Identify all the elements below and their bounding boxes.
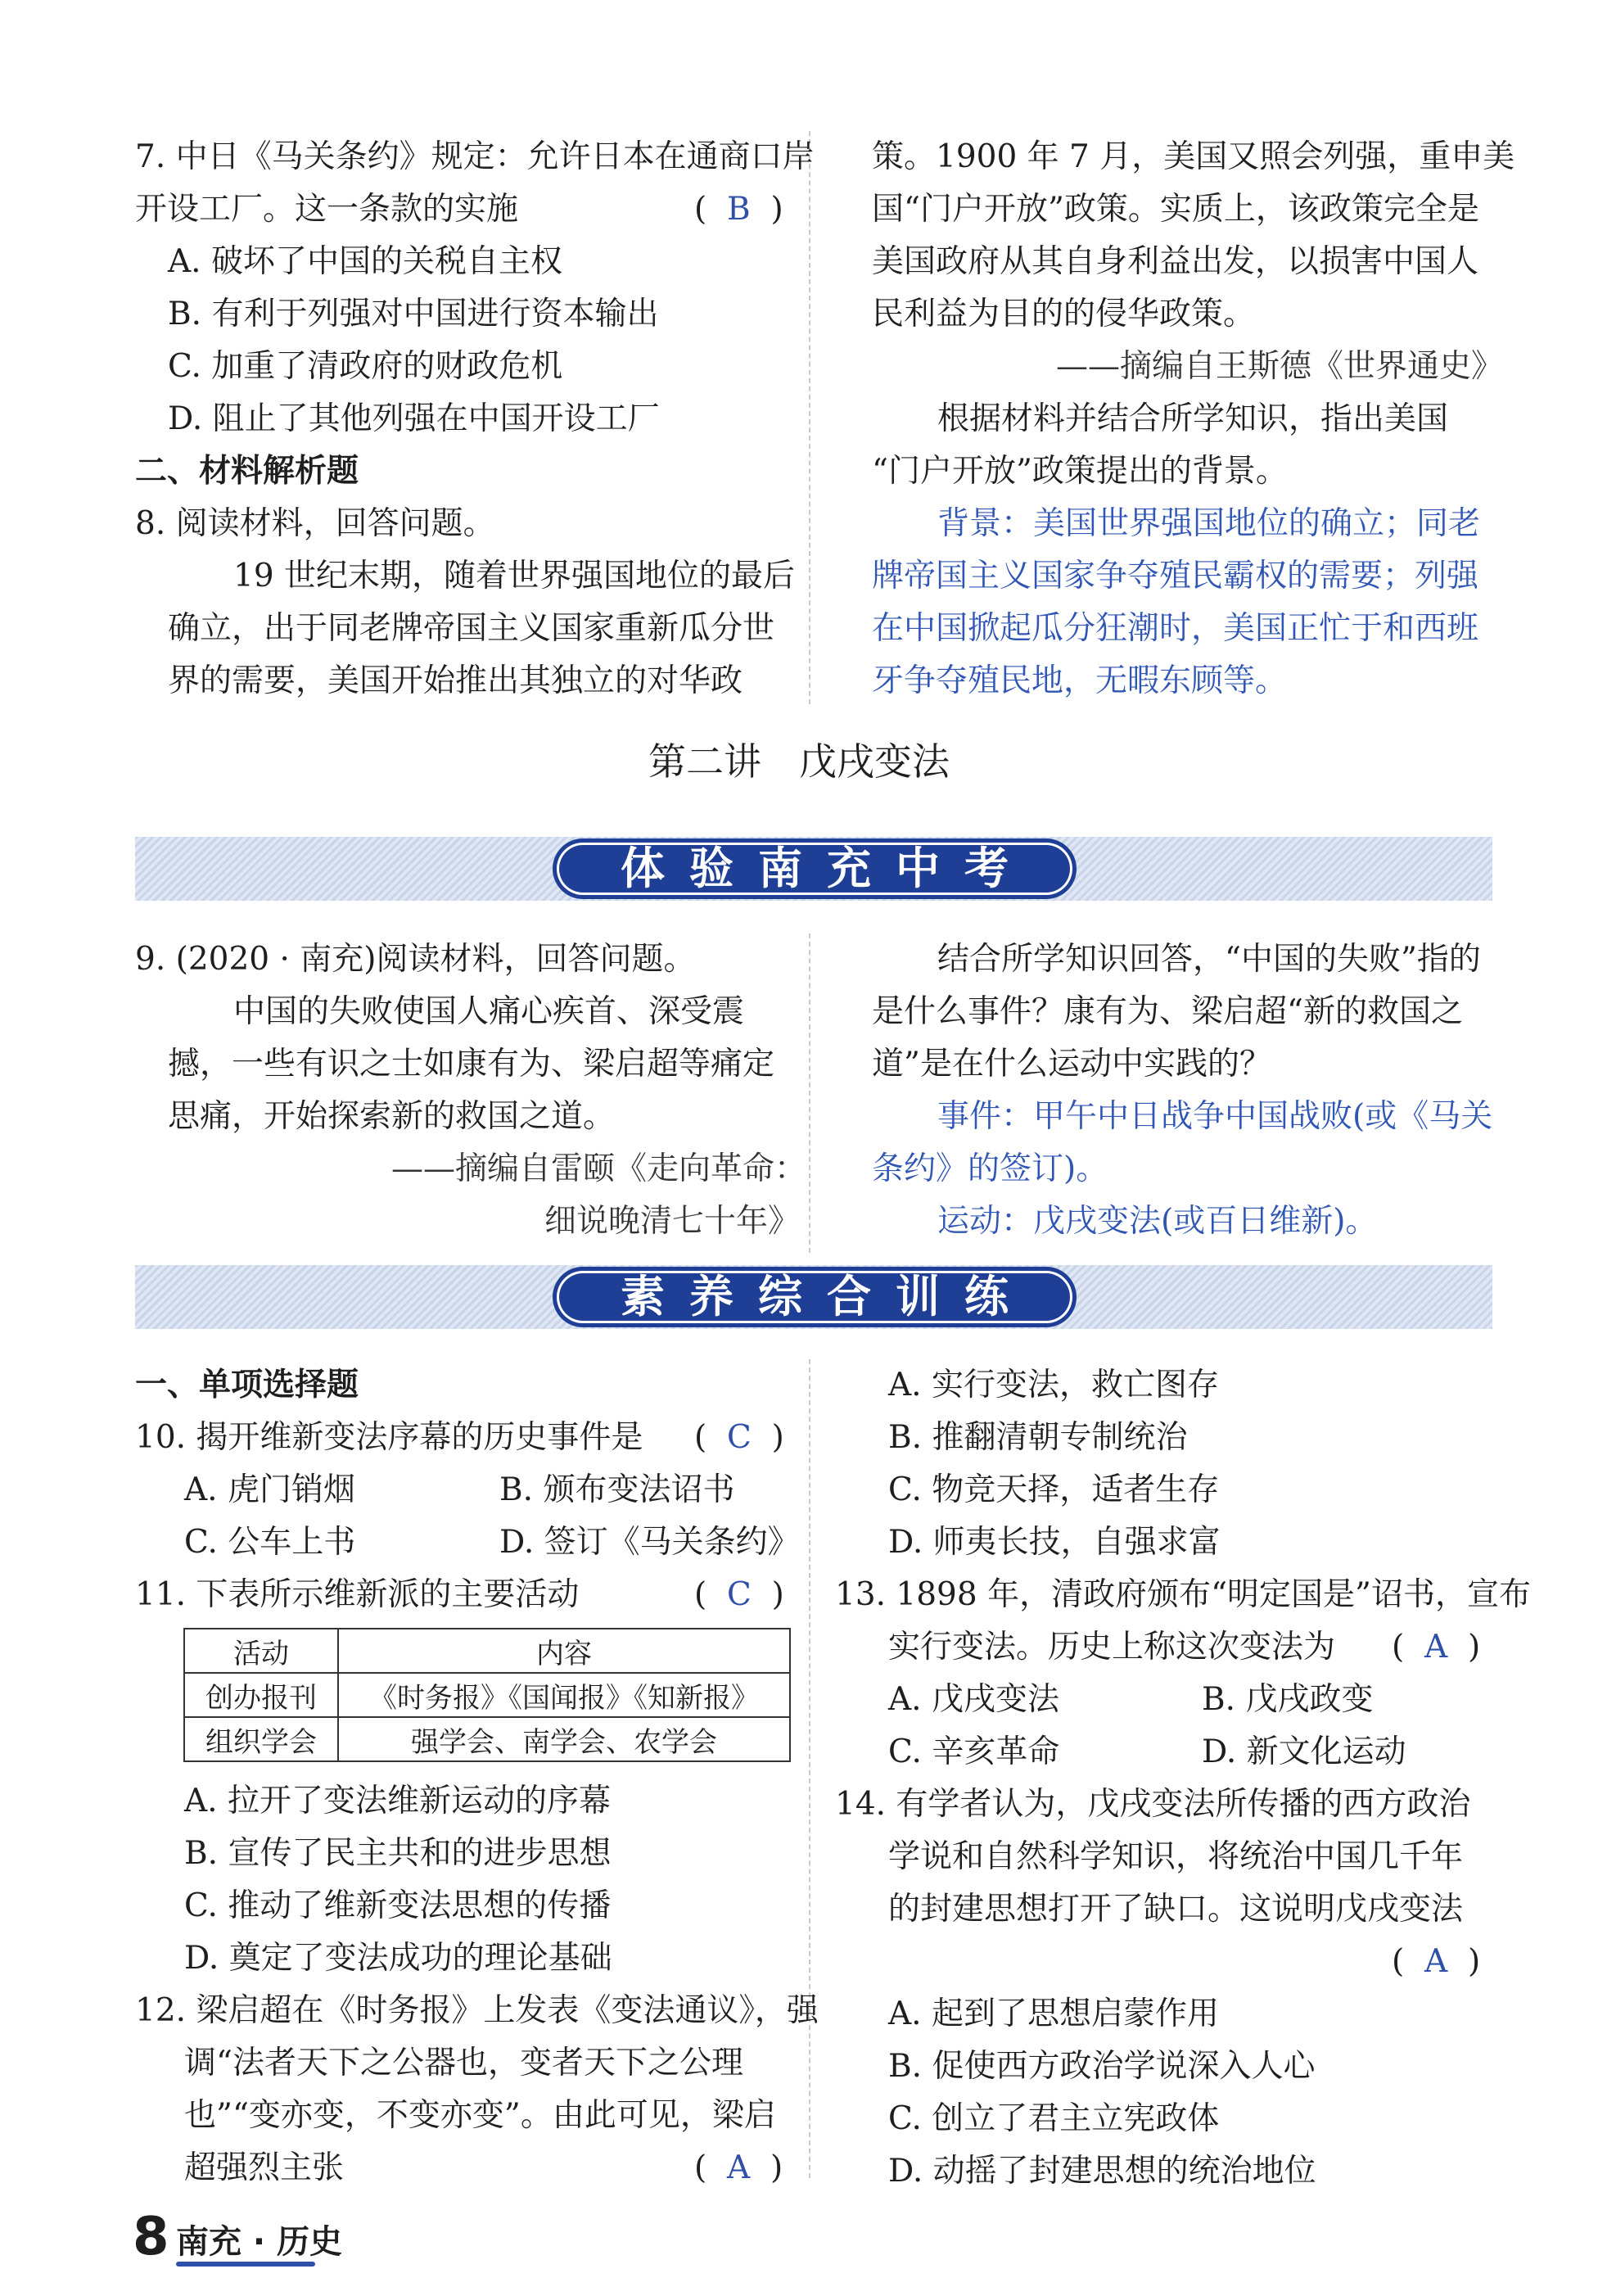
q10-stem: 10. 揭开维新变法序幕的历史事件是 [135,1419,643,1456]
q11-stem: 11. 下表所示维新派的主要活动 [135,1576,580,1613]
q8-material-line2: 确立，出于同老牌帝国主义国家重新瓜分世 [168,610,775,647]
q7-stem-line1: 7. 中日《马关条约》规定：允许日本在通商口岸 [135,138,815,175]
banner-exam-experience [135,837,1492,901]
q10-option-a: A. 虎门销烟 [184,1471,355,1508]
q7-option-d: D. 阻止了其他列强在中国开设工厂 [168,400,660,437]
q14-option-a: A. 起到了思想启蒙作用 [888,1995,1219,2032]
table-header-activity: 活动 [184,1629,338,1673]
q12-option-d: D. 师夷长技，自强求富 [888,1524,1221,1561]
q9-question-line2: 是什么事件？康有为、梁启超“新的救国之 [872,993,1463,1030]
q12-option-c: C. 物竞天择，适者生存 [888,1471,1220,1508]
q14-stem-line1: 14. 有学者认为，戊戌变法所传播的西方政治 [835,1786,1471,1823]
q9-source-line1: ——摘编自雷颐《走向革命： [391,1150,807,1187]
q14-answer: ( A ) [1392,1943,1481,1980]
q12-option-a: A. 实行变法，救亡图存 [888,1367,1219,1403]
section-material-analysis-title: 二、材料解析题 [135,453,359,490]
q13-option-c: C. 辛亥革命 [888,1733,1060,1770]
q14-stem-line2: 学说和自然科学知识，将统治中国几千年 [888,1838,1464,1875]
q12-stem-line4: 超强烈主张 [184,2149,345,2186]
table-row [184,1673,790,1717]
q10-option-b: B. 颁布变法诏书 [499,1471,735,1508]
banner-exam-experience-text: 体验南充中考 [621,843,1033,894]
q8-answer-line2: 牌帝国主义国家争夺殖民霸权的需要；列强 [872,558,1479,594]
q7-option-b: B. 有利于列强对中国进行资本输出 [168,296,659,332]
q8-question-line1: 根据材料并结合所学知识，指出美国 [937,400,1449,437]
q14-stem-line3: 的封建思想打开了缺口。这说明戊戌变法 [888,1891,1464,1928]
q14-option-b: B. 促使西方政治学说深入人心 [888,2048,1316,2085]
q8-material-line6: 美国政府从其自身利益出发，以损害中国人 [872,243,1479,280]
lecture-title: 第二讲 戊戌变法 [648,739,950,784]
banner-comprehensive-training-text: 素养综合训练 [621,1271,1033,1322]
column-divider-bottom [809,1359,810,2178]
q11-option-a: A. 拉开了变法维新运动的序幕 [184,1783,611,1819]
q7-answer: ( B ) [694,191,783,228]
q10-option-d: D. 签订《马关条约》 [499,1524,800,1561]
column-divider-top [809,131,810,704]
table-cell: 《时务报》《国闻报》《知新报》 [338,1673,790,1717]
q8-question-line2: “门户开放”政策提出的背景。 [872,453,1288,490]
column-divider-mid [809,933,810,1253]
footer-underline [176,2262,315,2267]
q8-material-line1: 19 世纪末期，随着世界强国地位的最后 [233,558,796,594]
q11-option-b: B. 宣传了民主共和的进步思想 [184,1835,612,1872]
banner-pill [553,838,1077,899]
q11-activity-table [183,1628,791,1762]
q12-stem-line2: 调“法者天下之公器也，变者天下之公理 [184,2045,743,2081]
q11-option-c: C. 推动了维新变法思想的传播 [184,1887,612,1924]
q9-stem: 9. (2020 · 南充)阅读材料，回答问题。 [135,941,696,978]
q13-option-d: D. 新文化运动 [1202,1733,1406,1770]
q12-stem-line1: 12. 梁启超在《时务报》上发表《变法通议》，强 [135,1992,819,2029]
table-header-row [184,1629,790,1673]
q8-material-line7: 民利益为目的的侵华政策。 [872,296,1256,332]
q8-answer-line1: 背景：美国世界强国地位的确立；同老 [937,505,1481,542]
q9-material-line2: 撼，一些有识之士如康有为、梁启超等痛定 [168,1046,775,1082]
q12-answer: ( A ) [694,2149,783,2186]
q8-material-line5: 国“门户开放”政策。实质上，该政策完全是 [872,191,1479,228]
q11-answer: ( C ) [694,1576,784,1613]
q8-answer-line3: 在中国掀起瓜分狂潮时，美国正忙于和西班 [872,610,1479,647]
q9-question-line1: 结合所学知识回答，“中国的失败”指的 [937,941,1481,978]
section-single-choice-title: 一、单项选择题 [135,1367,359,1403]
table-header-content: 内容 [338,1629,790,1673]
q10-option-c: C. 公车上书 [184,1524,356,1561]
q14-option-d: D. 动摇了封建思想的统治地位 [888,2153,1316,2190]
q8-material-line3: 界的需要，美国开始推出其独立的对华政 [168,662,743,699]
q9-source-line2: 细说晚清七十年》 [544,1203,801,1240]
q7-option-c: C. 加重了清政府的财政危机 [168,348,563,385]
table-cell: 创办报刊 [184,1673,338,1717]
table-cell: 强学会、南学会、农学会 [338,1717,790,1761]
q13-option-b: B. 戊戌政变 [1202,1681,1374,1718]
banner-pill [553,1267,1077,1327]
table-row [184,1717,790,1761]
q13-stem-line2: 实行变法。历史上称这次变法为 [888,1629,1336,1666]
q9-material-line3: 思痛，开始探索新的救国之道。 [168,1098,616,1135]
q8-answer-line4: 牙争夺殖民地，无暇东顾等。 [872,662,1288,699]
q7-stem-line2: 开设工厂。这一条款的实施 [135,191,519,228]
q13-option-a: A. 戊戌变法 [888,1681,1059,1718]
q9-question-line3: 道”是在什么运动中实践的？ [872,1046,1271,1082]
q7-option-a: A. 破坏了中国的关税自主权 [168,243,562,280]
page-number: 8 [133,2207,169,2267]
q8-source: ——摘编自王斯德《世界通史》 [1056,348,1504,385]
q11-option-d: D. 奠定了变法成功的理论基础 [184,1940,612,1977]
q10-answer: ( C ) [694,1419,784,1456]
q8-material-line4: 策。1900 年 7 月，美国又照会列强，重申美 [872,138,1515,175]
q12-option-b: B. 推翻清朝专制统治 [888,1419,1188,1456]
q12-stem-line3: 也”“变亦变，不变亦变”。由此可见，梁启 [184,2097,776,2134]
q8-stem: 8. 阅读材料，回答问题。 [135,505,495,542]
q9-answer-line3: 运动：戊戌变法(或百日维新)。 [937,1203,1378,1240]
q9-answer-line1: 事件：甲午中日战争中国战败(或《马关 [937,1098,1493,1135]
q9-material-line1: 中国的失败使国人痛心疾首、深受震 [233,993,745,1030]
q13-stem-line1: 13. 1898 年，清政府颁布“明定国是”诏书，宣布 [835,1576,1531,1613]
q13-answer: ( A ) [1392,1629,1481,1666]
banner-comprehensive-training [135,1265,1492,1329]
footer-title: 南充 · 历史 [176,2223,343,2261]
q9-answer-line2: 条约》的签订)。 [872,1150,1108,1187]
table-cell: 组织学会 [184,1717,338,1761]
q14-option-c: C. 创立了君主立宪政体 [888,2100,1220,2137]
